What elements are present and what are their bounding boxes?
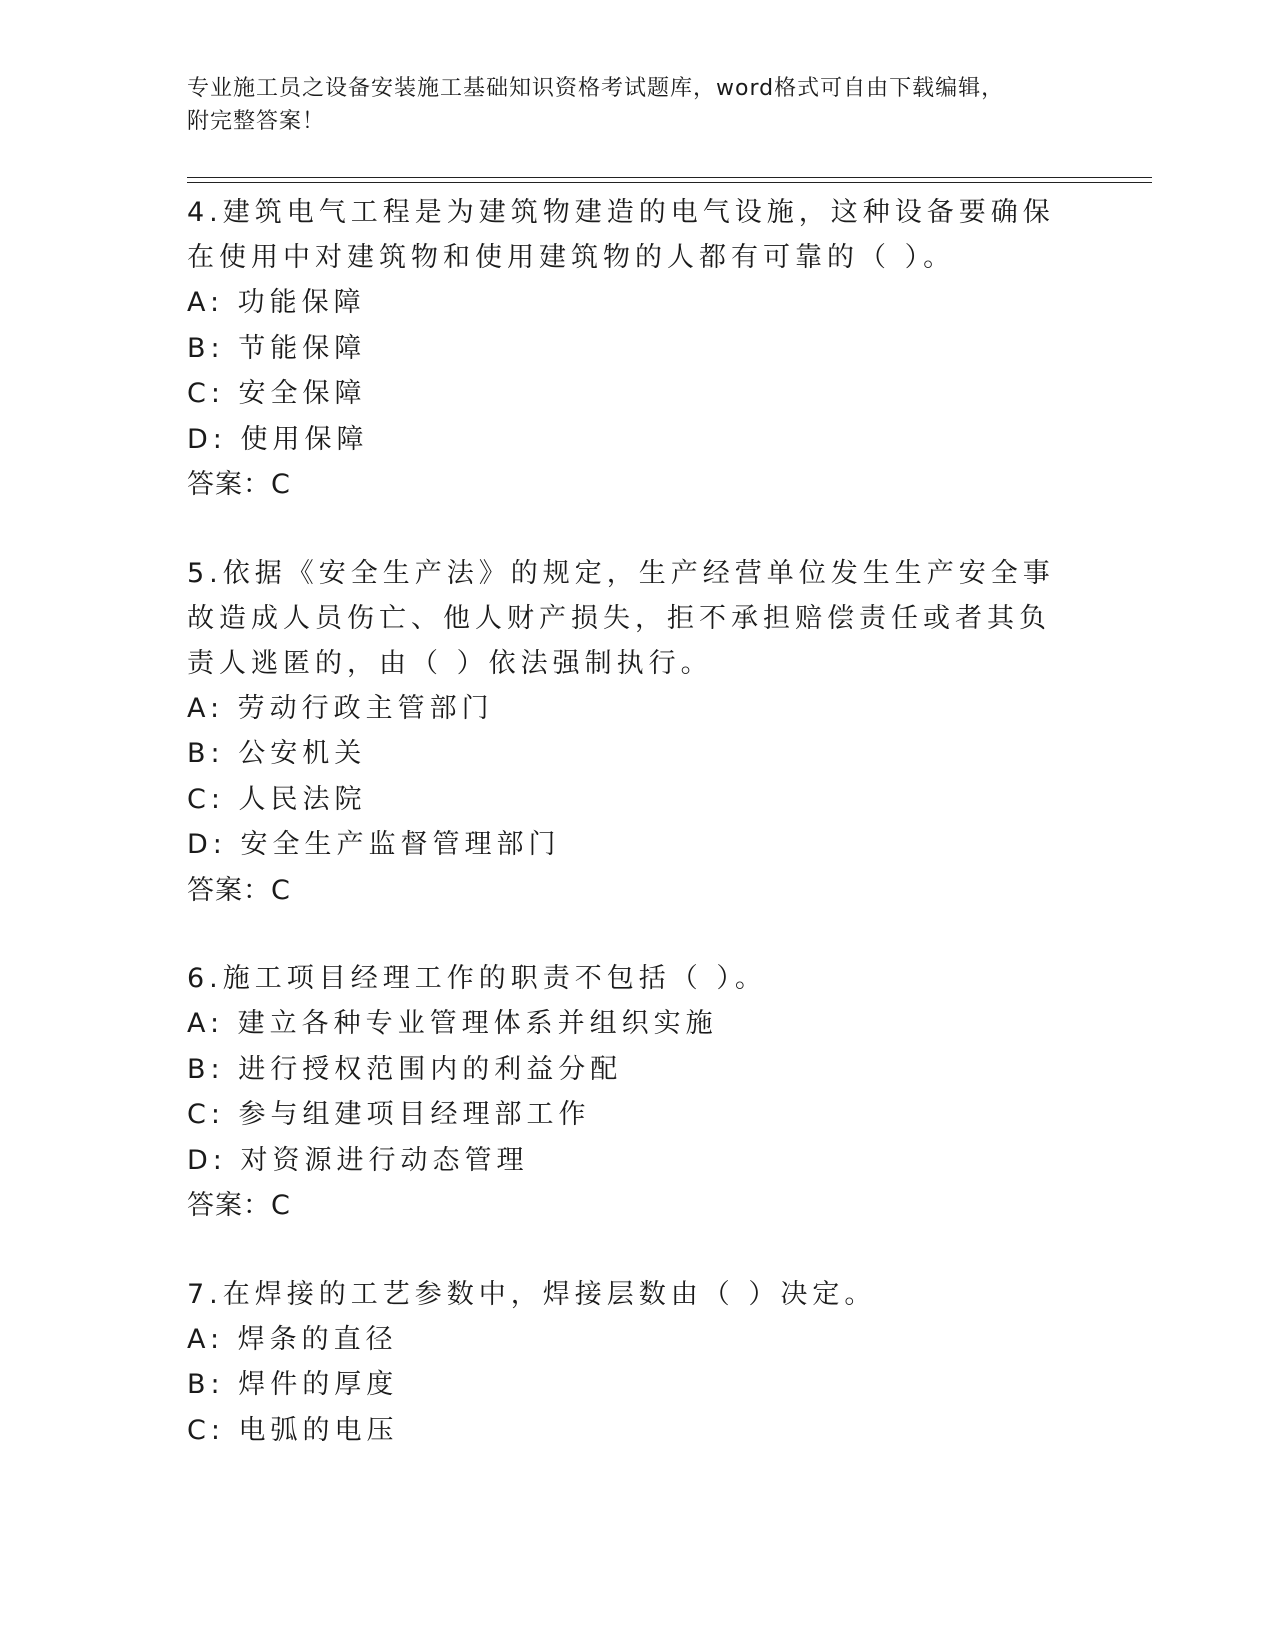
document-header xyxy=(187,72,1067,138)
header-line-1: 专业施工员之设备安装施工基础知识资格考试题库，word格式可自由下载编辑， xyxy=(187,76,1005,101)
question-stem: 5.依据《安全生产法》的规定，生产经营单位发生生产安全事故造成人员伤亡、他人财产损失，拒不承担赔偿责任或者其负责人逃匿的，由（ ）依法强制执行。 xyxy=(187,557,1055,679)
option-d: D: 安全生产监督管理部门 xyxy=(187,829,561,860)
question-5 xyxy=(187,551,1087,914)
option-b: B: 公安机关 xyxy=(187,738,367,769)
option-c: C: 参与组建项目经理部工作 xyxy=(187,1099,591,1130)
option-a: A: 焊条的直径 xyxy=(187,1323,398,1355)
option-a: A: 功能保障 xyxy=(187,287,366,318)
answer: 答案：C xyxy=(187,874,291,906)
question-4 xyxy=(187,190,1087,508)
option-d: D: 对资源进行动态管理 xyxy=(187,1144,529,1176)
option-b: B: 节能保障 xyxy=(187,332,367,364)
option-c: C: 安全保障 xyxy=(187,378,367,409)
header-line-2: 附完整答案！ xyxy=(187,109,326,134)
option-a: A: 建立各种专业管理体系并组织实施 xyxy=(187,1008,718,1039)
question-stem: 4.建筑电气工程是为建筑物建造的电气设施，这种设备要确保在使用中对建筑物和使用建筑物的人都有可靠的（ ）。 xyxy=(187,197,1055,273)
question-6 xyxy=(187,956,1087,1229)
option-b: B: 进行授权范围内的利益分配 xyxy=(187,1053,623,1085)
option-b: B: 焊件的厚度 xyxy=(187,1369,399,1400)
question-stem: 7.在焊接的工艺参数中，焊接层数由（ ）决定。 xyxy=(187,1278,877,1310)
option-c: C: 电弧的电压 xyxy=(187,1414,399,1446)
header-divider-top xyxy=(187,177,1152,178)
header-divider-bottom xyxy=(187,182,1152,183)
option-c: C: 人民法院 xyxy=(187,783,367,815)
option-d: D: 使用保障 xyxy=(187,423,369,455)
answer: 答案：C xyxy=(187,469,291,500)
answer: 答案：C xyxy=(187,1190,291,1221)
question-stem: 6.施工项目经理工作的职责不包括（ ）。 xyxy=(187,963,767,994)
question-7 xyxy=(187,1272,1087,1454)
question-list xyxy=(187,190,1087,1496)
option-a: A: 劳动行政主管部门 xyxy=(187,692,494,724)
